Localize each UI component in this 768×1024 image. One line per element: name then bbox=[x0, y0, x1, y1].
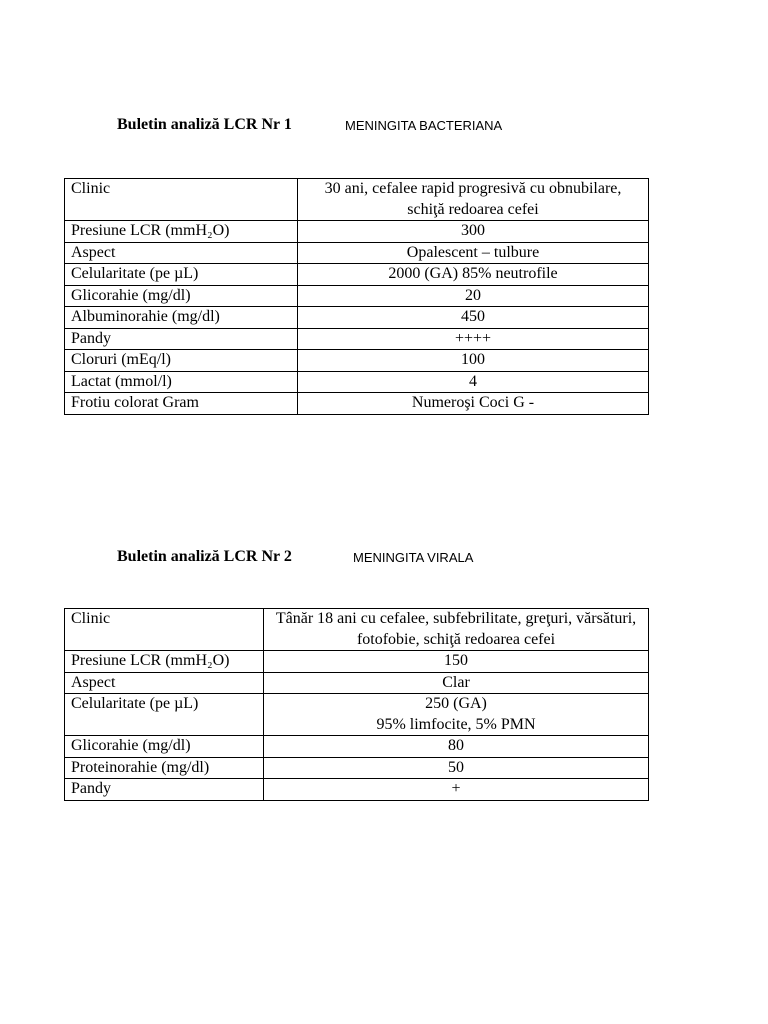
table-row bbox=[65, 609, 649, 651]
row-value: 100 bbox=[298, 350, 649, 372]
row-label: Clinic bbox=[65, 609, 264, 651]
row-label: Celularitate (pe µL) bbox=[65, 264, 298, 286]
row-label: Presiune LCR (mmH₂O) bbox=[65, 221, 298, 243]
row-label: Cloruri (mEq/l) bbox=[65, 350, 298, 372]
lab-table-1 bbox=[64, 178, 649, 415]
row-value: 30 ani, cefalee rapid progresivă cu obnubilare, schiţă redoarea cefei bbox=[298, 179, 649, 221]
row-value: 2000 (GA) 85% neutrofile bbox=[298, 264, 649, 286]
row-label: Presiune LCR (mmH₂O) bbox=[65, 651, 264, 673]
table-row bbox=[65, 350, 649, 372]
row-label: Albuminorahie (mg/dl) bbox=[65, 307, 298, 329]
row-value-line-2: 95% limfocite, 5% PMN bbox=[376, 715, 536, 733]
section-2-title: Buletin analiză LCR Nr 2 bbox=[117, 548, 292, 565]
row-label: Pandy bbox=[65, 328, 298, 350]
row-label: Celularitate (pe µL) bbox=[65, 694, 264, 736]
row-value: Tânăr 18 ani cu cefalee, subfebrilitate, greţuri, vărsături, fotofobie, schiţă redoarea cefei bbox=[264, 609, 649, 651]
table-row bbox=[65, 779, 649, 801]
row-value: 80 bbox=[264, 736, 649, 758]
table-row bbox=[65, 264, 649, 286]
row-value: + bbox=[264, 779, 649, 801]
table-row bbox=[65, 221, 649, 243]
table-row bbox=[65, 371, 649, 393]
row-value: ++++ bbox=[298, 328, 649, 350]
row-value: Numeroşi Coci G - bbox=[298, 393, 649, 415]
table-row bbox=[65, 179, 649, 221]
section-2-heading bbox=[117, 548, 474, 566]
row-value bbox=[264, 694, 649, 736]
table-row bbox=[65, 307, 649, 329]
row-value: 150 bbox=[264, 651, 649, 673]
row-label: Lactat (mmol/l) bbox=[65, 371, 298, 393]
row-label: Proteinorahie (mg/dl) bbox=[65, 757, 264, 779]
row-label: Clinic bbox=[65, 179, 298, 221]
table-row bbox=[65, 651, 649, 673]
section-1-subtitle: MENINGITA BACTERIANA bbox=[345, 118, 503, 133]
table-row bbox=[65, 694, 649, 736]
section-1-heading bbox=[117, 116, 503, 134]
row-label: Frotiu colorat Gram bbox=[65, 393, 298, 415]
row-value: 4 bbox=[298, 371, 649, 393]
row-label: Aspect bbox=[65, 242, 298, 264]
lab-table-2 bbox=[64, 608, 649, 801]
row-value-line-1: 250 (GA) bbox=[425, 695, 487, 712]
row-label: Pandy bbox=[65, 779, 264, 801]
row-value: 300 bbox=[298, 221, 649, 243]
table-row bbox=[65, 736, 649, 758]
row-value: Opalescent – tulbure bbox=[298, 242, 649, 264]
table-row bbox=[65, 672, 649, 694]
section-1-title: Buletin analiză LCR Nr 1 bbox=[117, 116, 292, 133]
row-label: Aspect bbox=[65, 672, 264, 694]
row-label: Glicorahie (mg/dl) bbox=[65, 736, 264, 758]
section-2-subtitle: MENINGITA VIRALA bbox=[353, 550, 474, 565]
table-row bbox=[65, 242, 649, 264]
table-row bbox=[65, 393, 649, 415]
row-value: 450 bbox=[298, 307, 649, 329]
row-value: 20 bbox=[298, 285, 649, 307]
row-label: Glicorahie (mg/dl) bbox=[65, 285, 298, 307]
table-row bbox=[65, 285, 649, 307]
row-value: Clar bbox=[264, 672, 649, 694]
row-value: 50 bbox=[264, 757, 649, 779]
table-row bbox=[65, 328, 649, 350]
table-row bbox=[65, 757, 649, 779]
